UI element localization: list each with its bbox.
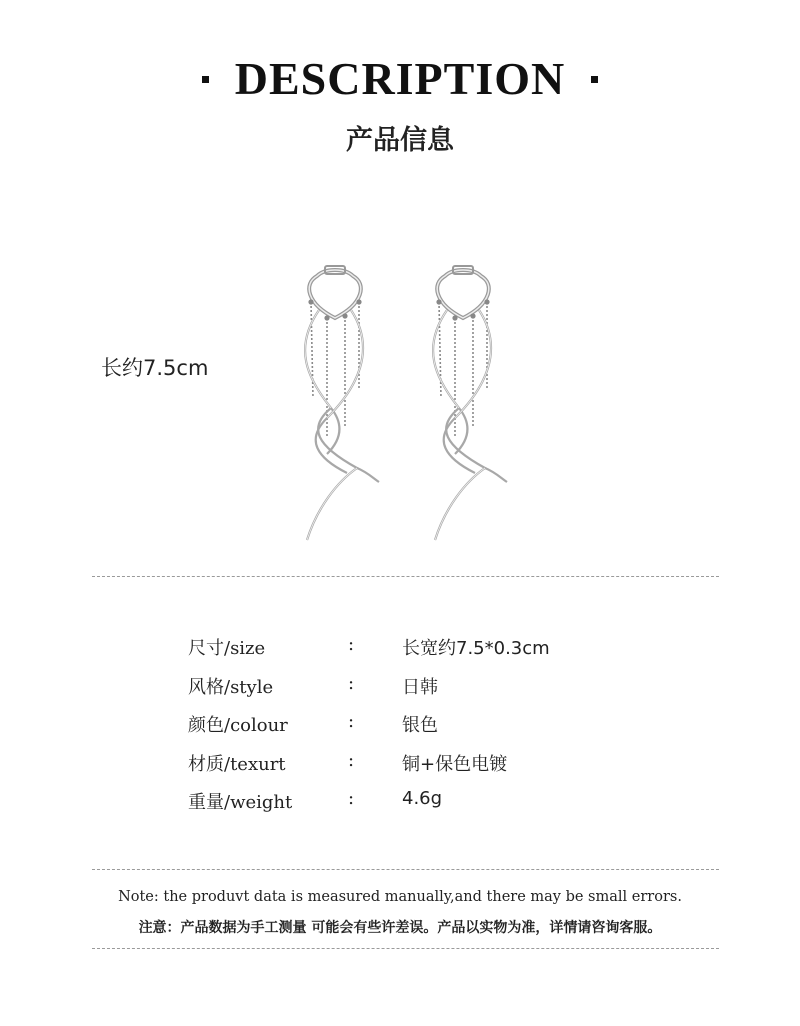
spec-separator: : [348, 634, 355, 655]
earring-right [433, 266, 507, 540]
spec-row-colour [188, 707, 638, 746]
page-subtitle: 产品信息 [346, 125, 454, 156]
divider-bottom [92, 948, 719, 949]
spec-row-weight [188, 784, 638, 823]
earring-left [305, 266, 379, 540]
spec-row-size [188, 630, 638, 669]
spec-value: 银色 [402, 715, 438, 737]
spec-key: 重量/weight [188, 792, 293, 814]
earring-product-image [285, 258, 525, 558]
spec-separator: : [348, 788, 355, 810]
spec-value: 4.6g [402, 788, 443, 810]
title-text: DESCRIPTION [234, 53, 566, 104]
spec-key: 材质/texurt [188, 753, 286, 775]
spec-separator: : [348, 749, 355, 771]
divider-top [92, 576, 719, 577]
length-label: 长约7.5cm [101, 356, 209, 380]
spec-key: 尺寸/size [188, 638, 266, 659]
spec-value: 铜+保色电镀 [402, 753, 508, 775]
spec-table [188, 630, 638, 823]
spec-key: 颜色/colour [188, 715, 288, 737]
spec-value: 日韩 [402, 676, 438, 698]
bullet-left [202, 76, 209, 83]
spec-key: 风格/style [188, 676, 274, 698]
spec-separator: : [348, 672, 355, 694]
page-title [0, 52, 800, 105]
spec-row-style [188, 669, 638, 708]
note-english: Note: the produvt data is measured manually,and there may be small errors. [118, 889, 682, 905]
bullet-right [591, 76, 598, 83]
divider-middle [92, 869, 719, 870]
spec-row-material [188, 746, 638, 785]
spec-separator: : [348, 711, 355, 733]
note-chinese: 注意：产品数据为手工测量 可能会有些许差误。产品以实物为准，详情请咨询客服。 [138, 920, 662, 936]
spec-value: 长宽约7.5*0.3cm [402, 638, 550, 659]
